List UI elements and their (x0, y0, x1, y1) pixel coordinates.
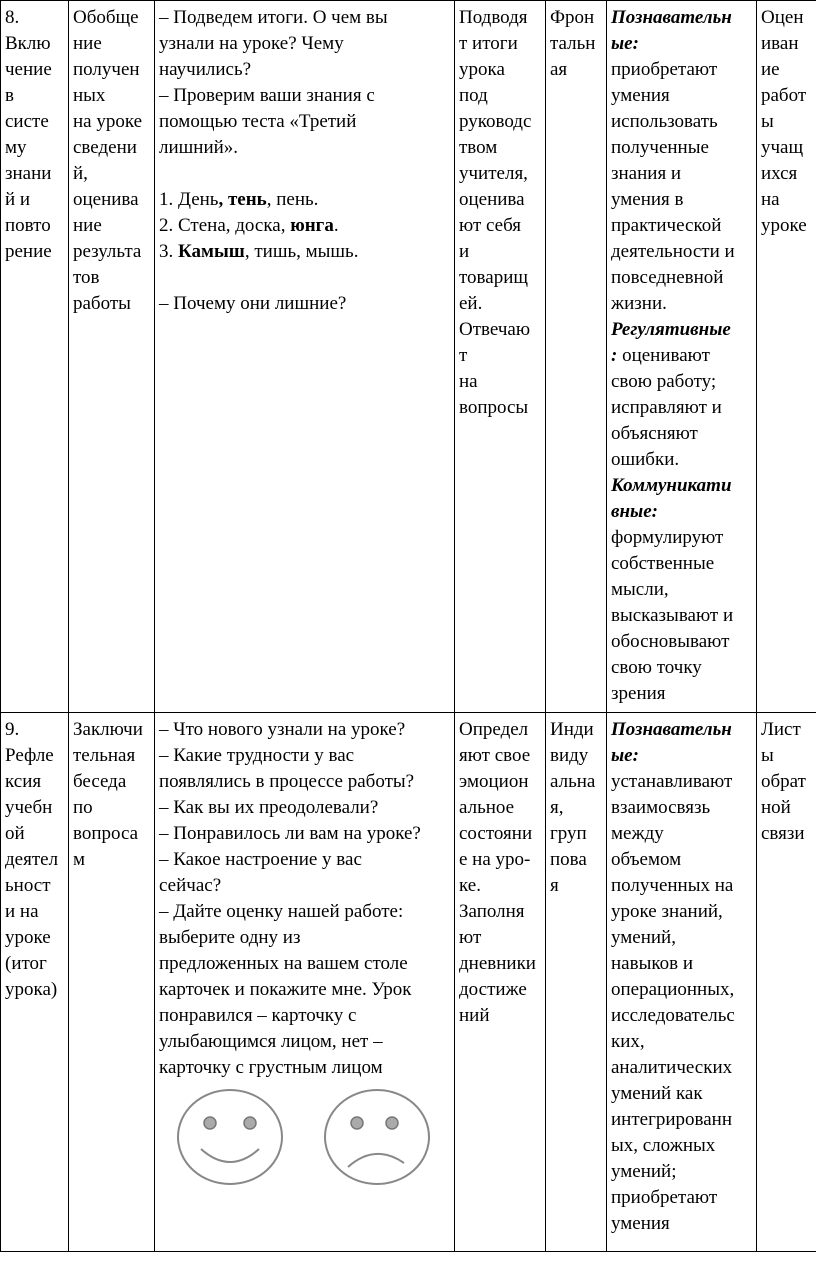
text-line: ая (550, 59, 568, 80)
text-line: беседа (73, 771, 127, 792)
uud-regulative-heading: Регулятивные (611, 319, 731, 340)
text-line: умения (611, 1213, 670, 1234)
text-line: приобретают (611, 1187, 718, 1208)
text-line: узнали на уроке? Чему (159, 33, 344, 54)
text-line: зрения (611, 683, 666, 704)
text-line: ких, (611, 1031, 645, 1052)
purpose-cell (69, 1, 155, 713)
text-line: вопроса (73, 823, 139, 844)
text-line: му (5, 137, 27, 158)
text-line: на (459, 371, 478, 392)
text-line: учащ (761, 137, 804, 158)
text-line: (итог (5, 953, 47, 974)
text-line: ых, сложных (611, 1135, 716, 1156)
text-line: деятел (5, 849, 59, 870)
text-line: рение (5, 241, 52, 262)
text-line: объемом (611, 849, 682, 870)
text-line: Оцен (761, 7, 804, 28)
table-row (1, 1, 816, 713)
text-line: тов (73, 267, 100, 288)
text-line: чение (5, 59, 52, 80)
text-line: ют (459, 927, 482, 948)
text-line: собственные (611, 553, 715, 574)
teacher-activity-cell (155, 1, 455, 713)
text-line: сведени (73, 137, 137, 158)
text-line: по (73, 797, 93, 818)
work-form-cell (546, 1, 607, 713)
text-line: деятельности и (611, 241, 735, 262)
text-line: повседневной (611, 267, 724, 288)
text-line: знани (5, 163, 52, 184)
text-line: ний (459, 1005, 490, 1026)
text-line: е на уро- (459, 849, 531, 870)
text-line: Фрон (550, 7, 595, 28)
text-line: приобретают (611, 59, 718, 80)
text-line: ошибки. (611, 449, 680, 470)
text-line: свою работу; (611, 371, 717, 392)
text-line: пова (550, 849, 587, 870)
purpose-cell (69, 713, 155, 1252)
text-line: ихся (761, 163, 798, 184)
text-line: твом (459, 137, 498, 158)
text-line: знания и (611, 163, 682, 184)
text-line: Рефле (5, 745, 54, 766)
text-line: между (611, 823, 664, 844)
text-line: т (459, 345, 468, 366)
text-line: Познавательн (611, 719, 732, 740)
text-line: Заполня (459, 901, 525, 922)
text-line: ние (73, 33, 102, 54)
text-line: обосновывают (611, 631, 730, 652)
text-line: – Как вы их преодолевали? (159, 797, 379, 818)
text-line: Определ (459, 719, 529, 740)
text-line: результа (73, 241, 142, 262)
text-line: ей. (459, 293, 483, 314)
text-line: уроке (5, 927, 51, 948)
text-line: м (73, 849, 86, 870)
text-line: вопросы (459, 397, 529, 418)
text-line: урока (459, 59, 505, 80)
text-line: груп (550, 823, 587, 844)
text-line: 8. (5, 7, 20, 28)
text-line: сейчас? (159, 875, 222, 896)
text-line: взаимосвязь (611, 797, 711, 818)
text-line: обрат (761, 771, 806, 792)
text-line: вные: (611, 501, 658, 522)
text-line: 9. (5, 719, 20, 740)
text-line: получен (73, 59, 140, 80)
text-line: тельная (73, 745, 136, 766)
text-line: й и (5, 189, 31, 210)
text-line: яют свое (459, 745, 531, 766)
text-line: полученных на (611, 875, 734, 896)
text-line: научились? (159, 59, 252, 80)
text-line: ьност (5, 875, 51, 896)
text-line: – Какое настроение у вас (159, 849, 362, 870)
text-line: исследовательс (611, 1005, 735, 1026)
text-line: навыков и (611, 953, 693, 974)
text-line: ной (761, 797, 791, 818)
text-line: ы (761, 745, 774, 766)
text-line: Познавательн (611, 7, 732, 28)
text-line: – Дайте оценку нашей работе: (159, 901, 404, 922)
text-line: альна (550, 771, 596, 792)
work-form-cell (546, 713, 607, 1252)
text-line: связи (761, 823, 805, 844)
text-line: и (459, 241, 470, 262)
text-line: предложенных на вашем столе (159, 953, 408, 974)
teacher-question: – Почему они лишние? (159, 293, 347, 314)
text-line: урока) (5, 979, 58, 1000)
text-line: работы (73, 293, 131, 314)
text-line: улыбающимся лицом, нет – (159, 1031, 383, 1052)
text-line: состояни (459, 823, 533, 844)
text-line: мысли, (611, 579, 669, 600)
text-line: уроке (761, 215, 807, 236)
text-line: умения (611, 85, 670, 106)
text-line: Инди (550, 719, 594, 740)
text-line: систе (5, 111, 49, 132)
smiling-face-icon[interactable] (175, 1087, 285, 1187)
text-line: свою точку (611, 657, 702, 678)
text-line: исправляют и (611, 397, 722, 418)
text-line: практической (611, 215, 722, 236)
text-line: и на (5, 901, 39, 922)
text-line: – Проверим ваши знания с (159, 85, 375, 106)
text-line: – Какие трудности у вас (159, 745, 355, 766)
result-cell (757, 713, 816, 1252)
test-item: 2. Стена, доска, юнга. (159, 215, 339, 236)
text-line: умений как (611, 1083, 703, 1104)
text-line: ой (5, 823, 25, 844)
text-line: ние (73, 215, 102, 236)
text-line: Подводя (459, 7, 528, 28)
text-line: ые: (611, 33, 639, 54)
text-line: помощью теста «Третий (159, 111, 357, 132)
text-line: интегрированн (611, 1109, 733, 1130)
text-line: й, (73, 163, 88, 184)
uud-regulative-first: : оценивают (611, 345, 710, 366)
text-line: виду (550, 745, 589, 766)
text-line: ие (761, 59, 780, 80)
text-line: формулируют (611, 527, 724, 548)
stage-cell (1, 1, 69, 713)
text-line: ных (73, 85, 106, 106)
result-cell (757, 1, 816, 713)
text-line: ксия (5, 771, 42, 792)
text-line: объясняют (611, 423, 698, 444)
text-line: учителя, (459, 163, 528, 184)
test-item: 1. День, тень, пень. (159, 189, 319, 210)
sad-face-icon[interactable] (322, 1087, 432, 1187)
text-line: я (550, 875, 559, 896)
text-line: умения в (611, 189, 684, 210)
text-line: эмоцион (459, 771, 529, 792)
text-line: – Что нового узнали на уроке? (159, 719, 406, 740)
text-line: на уроке (73, 111, 143, 132)
mood-cards (159, 1081, 452, 1191)
text-line: появлялись в процессе работы? (159, 771, 415, 792)
text-line: выберите одну из (159, 927, 301, 948)
text-line: руководс (459, 111, 532, 132)
text-line: достиже (459, 979, 527, 1000)
text-line: уроке знаний, (611, 901, 723, 922)
text-line: т итоги (459, 33, 518, 54)
test-item: 3. Камыш, тишь, мышь. (159, 241, 359, 262)
teacher-activity-cell (155, 713, 455, 1252)
text-line: Лист (761, 719, 801, 740)
text-line: карточек и покажите мне. Урок (159, 979, 412, 1000)
text-line: Отвечаю (459, 319, 531, 340)
text-line: повто (5, 215, 51, 236)
text-line: – Подведем итоги. О чем вы (159, 7, 388, 28)
text-line: умений, (611, 927, 676, 948)
uud-cell (607, 713, 757, 1252)
text-line: альное (459, 797, 515, 818)
text-line: лишний». (159, 137, 239, 158)
text-line: понравился – карточку с (159, 1005, 357, 1026)
text-line: операционных, (611, 979, 735, 1000)
text-line: Вклю (5, 33, 51, 54)
text-line: работ (761, 85, 807, 106)
text-line: ют себя (459, 215, 522, 236)
text-line: оценива (459, 189, 525, 210)
text-line: ые: (611, 745, 639, 766)
text-line: тальн (550, 33, 596, 54)
text-line: умений; (611, 1161, 677, 1182)
text-line: иван (761, 33, 799, 54)
text-line: Коммуникати (611, 475, 732, 496)
text-line: дневники (459, 953, 536, 974)
text-line: ке. (459, 875, 481, 896)
text-line: в (5, 85, 14, 106)
student-activity-cell (455, 713, 546, 1252)
text-line: полученные (611, 137, 709, 158)
text-line: – Понравилось ли вам на уроке? (159, 823, 421, 844)
text-line: учебн (5, 797, 53, 818)
text-line: жизни. (611, 293, 667, 314)
text-line: товарищ (459, 267, 529, 288)
uud-cell (607, 1, 757, 713)
text-line: под (459, 85, 488, 106)
text-line: карточку с грустным лицом (159, 1057, 383, 1078)
text-line: оценива (73, 189, 139, 210)
text-line: ы (761, 111, 774, 132)
text-line: использовать (611, 111, 718, 132)
text-line: я, (550, 797, 564, 818)
text-line: аналитических (611, 1057, 733, 1078)
table-row (1, 713, 816, 1252)
text-line: устанавливают (611, 771, 733, 792)
text-line: Обобще (73, 7, 139, 28)
text-line: высказывают и (611, 605, 734, 626)
text-line: Заключи (73, 719, 143, 740)
student-activity-cell (455, 1, 546, 713)
stage-cell (1, 713, 69, 1252)
text-line: на (761, 189, 780, 210)
